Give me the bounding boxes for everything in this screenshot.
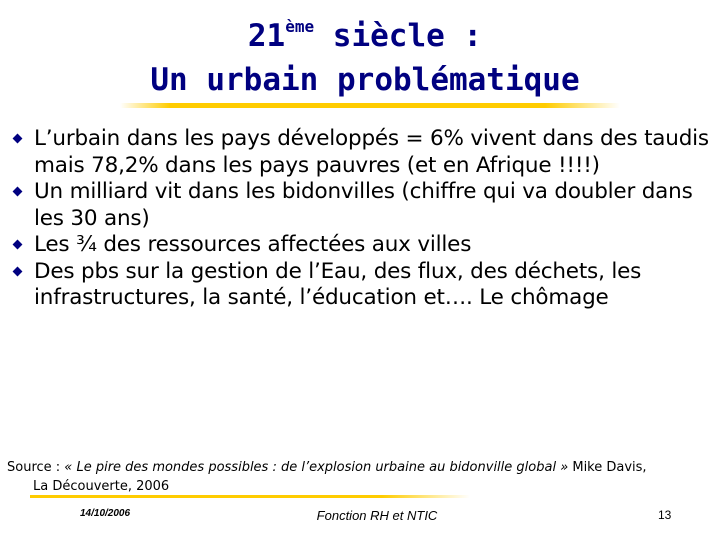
footer-date: 14/10/2006 (80, 508, 131, 519)
title-rest: siècle : (314, 18, 483, 54)
source-publisher: La Découverte, 2006 (33, 479, 170, 494)
bullet-text: Un milliard vit dans les bidonvilles (chiffre qui va doubler dans les 30 ans) (34, 179, 693, 231)
bullet-item (12, 232, 712, 259)
source-underline-rule (30, 495, 470, 498)
title-number: 21 (247, 18, 286, 54)
page-number: 13 (658, 508, 672, 522)
bullet-item (12, 179, 712, 232)
diamond-bullet-icon (13, 187, 23, 197)
source-prefix: Source : (7, 460, 65, 475)
source-citation (7, 458, 717, 496)
bullet-text: L’urbain dans les pays développés = 6% vivent dans des taudis mais 78,2% dans les pays pauvres (et en Afrique !!!!) (34, 126, 709, 178)
title-superscript: ème (285, 17, 315, 36)
source-author: Mike Davis, (568, 460, 647, 475)
slide-title (60, 14, 670, 102)
title-line-1 (60, 14, 670, 58)
diamond-bullet-icon (13, 240, 23, 250)
title-underline-rule (120, 103, 620, 108)
diamond-bullet-icon (13, 266, 23, 276)
footer-title: Fonction RH et NTIC (316, 508, 438, 523)
bullet-text: Les ¾ des ressources affectées aux villes (34, 232, 472, 257)
bullet-item (12, 259, 712, 312)
bullet-text: Des pbs sur la gestion de l’Eau, des flux, des déchets, les infrastructures, la santé, l’éducation et…. Le chômage (34, 258, 642, 310)
bullet-list (12, 126, 712, 312)
source-work-title: « Le pire des mondes possibles : de l’explosion urbaine au bidonville global » (64, 460, 569, 475)
diamond-bullet-icon (13, 134, 23, 144)
title-line-2: Un urbain problématique (150, 62, 580, 98)
bullet-item (12, 126, 712, 179)
